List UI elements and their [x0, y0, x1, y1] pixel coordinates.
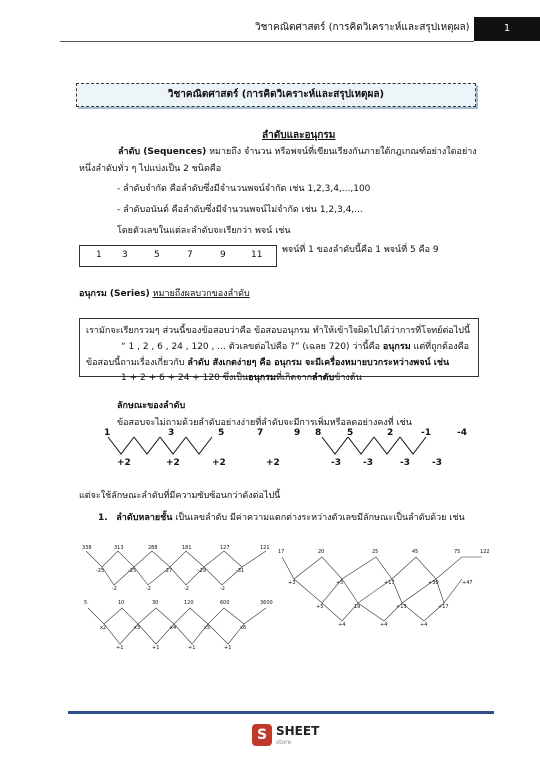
seq-term: 7	[187, 250, 193, 260]
footer-divider	[68, 711, 494, 714]
fig-a-term: 313	[114, 545, 124, 551]
fig-c-term: 30	[152, 600, 159, 606]
fig-a-term: 288	[148, 545, 158, 551]
fig-b-diff: +5	[336, 580, 344, 586]
fig-c-term: 10	[118, 600, 125, 606]
note-emphasis: ลำดับ	[312, 373, 335, 383]
sequence-term: ลำดับ (Sequences)	[118, 147, 207, 157]
section-heading: ลำดับและอนุกรม	[262, 130, 336, 141]
page-number: 1	[474, 17, 540, 41]
note-emphasis: อนุกรม	[382, 342, 411, 352]
fig-b-diff3: +4	[338, 622, 346, 628]
logo-mark-icon: S	[252, 724, 272, 746]
note-text: ข้อสอบนี้ถามเรื่องเกี่ยวกับ	[86, 358, 188, 368]
intro-line-2: หนึ่งลำดับทั่ว ๆ ไปแบ่งเป็น 2 ชนิดคือ	[79, 164, 222, 174]
fig-b-diff: +47	[462, 580, 473, 586]
note-emphasis: อนุกรม	[248, 373, 276, 383]
sequence-caption: พจน์ที่ 1 ของลำดับนี้คือ 1 พจน์ที่ 5 คือ 9	[282, 245, 439, 255]
fig-a-term: 127	[220, 545, 230, 551]
characteristics-text: ข้อสอบจะไม่ถามด้วยลำดับอย่างง่ายที่ลำดับจะมีการเพิ่มหรือลดอย่างคงที่ เช่น	[117, 418, 412, 428]
fig-b-diff2: +17	[438, 604, 449, 610]
fig-a-diff2: -2	[112, 586, 117, 592]
note-text: ข้างต้น	[334, 373, 362, 383]
note-line-1: เรามักจะเรียกรวมๆ ส่วนนี้ของข้อสอบว่าคือ ข้อสอบอนุกรม ทำให้เข้าใจผิดไปได้ว่าการที่โจทย์ต่อไปนี้	[86, 326, 471, 336]
document-title-box: วิชาคณิตศาสตร์ (การคิดวิเคราะห์และสรุปเหตุผล)	[76, 83, 476, 107]
bullet-infinite: - ลำดับอนันต์ คือลำดับซึ่งมีจำนวนพจน์ไม่จำกัด เช่น 1,2,3,4,...	[117, 205, 363, 215]
item-term: ลำดับหลายชั้น	[116, 513, 173, 523]
fig-a-term: 121	[260, 545, 270, 551]
seq-term: 8	[315, 428, 322, 438]
fig-b-diff: +17	[384, 580, 395, 586]
note-text: แต่ที่ถูกต้องคือ	[410, 342, 470, 352]
fig-c-diff: x5	[204, 625, 211, 631]
sheet-store-logo	[252, 722, 322, 750]
seq-term: 5	[154, 250, 160, 260]
intro-line-1-rest: หมายถึง จำนวน หรือพจน์ที่เขียนเรียงกันภายใต้กฎเกณฑ์อย่างใดอย่าง	[206, 147, 477, 157]
complex-intro: แต่จะใช้ลักษณะลำดับที่มีความซับซ้อนกว่าดังต่อไปนี้	[79, 491, 281, 501]
item-1	[98, 510, 465, 524]
item-text: เป็นเลขลำดับ มีค่าความแตกต่างระหว่างตัวเลขมีลักษณะเป็นลำดับด้วย เช่น	[172, 513, 465, 523]
figure-b	[276, 549, 496, 631]
seq-term: 7	[257, 428, 264, 438]
seq-term: 3	[168, 428, 175, 438]
characteristics-heading: ลักษณะของลำดับ	[117, 401, 186, 411]
fig-b-term: 45	[412, 549, 419, 555]
fig-c-diff2: +1	[188, 645, 196, 651]
figure-c-lines	[84, 600, 284, 655]
seq-diff: +2	[266, 458, 280, 468]
series-meaning: หมายถึงผลบวกของลำดับ	[152, 289, 250, 299]
fig-c-diff: x4	[170, 625, 177, 631]
logo-subtext: store	[276, 739, 292, 746]
seq-diff: -3	[432, 458, 442, 468]
bullet-finite: - ลำดับจำกัด คือลำดับซึ่งมีจำนวนพจน์จำกัด เช่น 1,2,3,4,...,100	[117, 184, 371, 194]
note-text: “ 1 , 2 , 6 , 24 , 120 , ... ตัวเลขต่อไปคือ ?” (เฉลย 720) ว่านี้คือ	[121, 342, 383, 352]
header-title: วิชาคณิตศาสตร์ (การคิดวิเคราะห์และสรุปเหตุผล)	[255, 22, 470, 33]
seq-term: 2	[387, 428, 394, 438]
fig-b-term: 25	[372, 549, 379, 555]
fig-b-diff2: +5	[316, 604, 324, 610]
fig-b-diff: +3	[288, 580, 296, 586]
seq-term: 9	[294, 428, 301, 438]
seq-diff: -3	[363, 458, 373, 468]
fig-b-diff2: 19	[354, 604, 361, 610]
fig-c-term: 120	[184, 600, 194, 606]
fig-b-diff3: +4	[420, 622, 428, 628]
fig-b-term: 20	[318, 549, 325, 555]
item-number: 1.	[98, 513, 108, 523]
seq-term: -1	[421, 428, 431, 438]
fig-b-diff2: +13	[396, 604, 407, 610]
seq-term: -4	[457, 428, 467, 438]
fig-c-diff2: +1	[224, 645, 232, 651]
seq-term: 5	[218, 428, 225, 438]
seq-term: 9	[220, 250, 226, 260]
fig-a-diff2: -2	[220, 586, 225, 592]
seq-term: 1	[104, 428, 111, 438]
fig-b-diff3: +4	[380, 622, 388, 628]
seq-diff: +2	[117, 458, 131, 468]
fig-a-diff2: -2	[184, 586, 189, 592]
seq-term: 3	[122, 250, 128, 260]
fig-c-diff2: +1	[152, 645, 160, 651]
series-term: อนุกรม (Series)	[79, 289, 150, 299]
fig-c-term: 5	[84, 600, 88, 606]
intro-line-3: โดยตัวเลขในแต่ละลำดับจะเรียกว่า พจน์ เช่น	[117, 226, 291, 236]
fig-a-diff: -27	[164, 568, 173, 574]
fig-a-term: 181	[182, 545, 192, 551]
logo-text: SHEET	[276, 724, 320, 738]
seq-diff: -3	[331, 458, 341, 468]
seq-term: 1	[96, 250, 102, 260]
fig-c-diff: x6	[240, 625, 247, 631]
figure-c	[84, 600, 284, 655]
fig-b-term: 75	[454, 549, 461, 555]
seq-diff: -3	[400, 458, 410, 468]
seq-term: 11	[251, 250, 263, 260]
seq-diff: +2	[212, 458, 226, 468]
note-emphasis: ลำดับ สังเกตง่ายๆ คือ อนุกรม จะมีเครื่องหมายบวกระหว่างพจน์ เช่น	[187, 358, 450, 368]
fig-a-diff2: -2	[146, 586, 151, 592]
figure-b-lines	[276, 549, 496, 631]
fig-a-diff: -31	[236, 568, 245, 574]
fig-a-term: 338	[82, 545, 92, 551]
fig-c-diff: x2	[100, 625, 107, 631]
fig-c-term: 3600	[260, 600, 273, 606]
fig-b-diff: +30	[428, 580, 439, 586]
note-text: 1 + 2 + 6 + 24 + 120 ซึ่งเป็น	[121, 373, 249, 383]
fig-b-term: 17	[278, 549, 285, 555]
fig-c-diff: x3	[134, 625, 141, 631]
note-text: ที่เกิดจาก	[275, 373, 313, 383]
fig-a-diff: -25	[128, 568, 137, 574]
fig-c-diff2: +1	[116, 645, 124, 651]
seq-diff: +2	[166, 458, 180, 468]
figure-a	[82, 545, 285, 595]
fig-b-term: 122	[480, 549, 490, 555]
fig-a-diff: -29	[198, 568, 207, 574]
fig-c-term: 600	[220, 600, 230, 606]
fig-a-diff: -25	[96, 568, 105, 574]
seq-term: 5	[347, 428, 354, 438]
